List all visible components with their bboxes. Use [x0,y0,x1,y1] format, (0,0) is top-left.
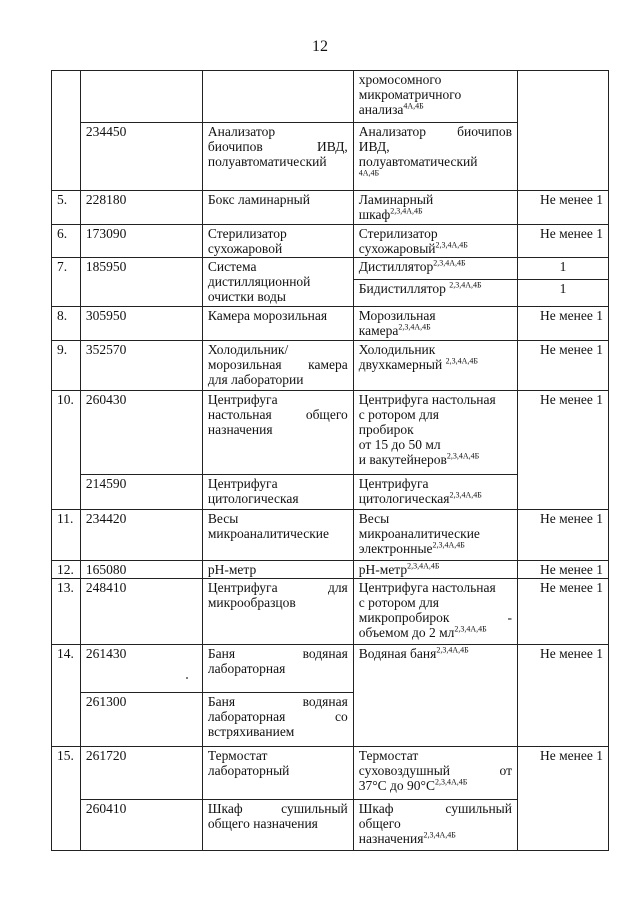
cell-name: Термостат лабораторный [202,747,353,800]
cell-code: 261720 [80,747,202,800]
cell-code: 228180 [80,191,202,225]
cell-name: Холодильник/ морозильная камера для лаборатории [202,341,353,391]
cell-qty: 1 [517,258,608,280]
cell-qty: Не менее 1 [517,579,608,645]
cell-name: Анализатор биочипов ИВД, полуавтоматический [202,123,353,191]
table-row [52,645,609,693]
cell-name: Весы микроаналитические [202,510,353,561]
cell-equipment: Бидистиллятор $^{2,3,4А,4Б}$ [353,280,517,307]
cell-code: 260410 [80,800,202,851]
cell-equipment: Холодильник двухкамерный $^{2,3,4А,4Б}$ [353,341,517,391]
cell-equipment: Ламинарный шкаф$^{2,3,4А,4Б}$ [353,191,517,225]
cell-equipment: Весы микроаналитические электронные$^{2,3,4А,4Б}$ [353,510,517,561]
cell-code: 248410 [80,579,202,645]
cell-name: Шкаф сушильный общего назначения [202,800,353,851]
cell-num: 13. [52,579,81,645]
cell-name [202,71,353,123]
cell-code: 214590 [80,475,202,510]
table-row [52,579,609,645]
table-row [52,341,609,391]
table-row [52,191,609,225]
cell-qty: Не менее 1 [517,747,608,851]
table-row [52,71,609,123]
cell-num: 7. [52,258,81,307]
cell-num: 12. [52,561,81,579]
table-row [52,510,609,561]
cell-code: 234450 [80,123,202,191]
table-row [52,307,609,341]
cell-qty: Не менее 1 [517,307,608,341]
table-row [52,258,609,280]
cell-name: Центрифуга для микрообразцов [202,579,353,645]
cell-qty: Не менее 1 [517,341,608,391]
page-number: 12 [312,38,328,55]
cell-name: Баня водяная лабораторная со встряхиванием [202,693,353,747]
cell-num: 11. [52,510,81,561]
cell-qty: Не менее 1 [517,391,608,510]
cell-num [52,71,81,191]
cell-name: Система дистилляционной очистки воды [202,258,353,307]
cell-num: 10. [52,391,81,510]
cell-qty: 1 [517,280,608,307]
equipment-table [51,70,609,851]
cell-equipment: Анализатор биочипов ИВД, полуавтоматический $^{4А,4Б}$ [353,123,517,191]
cell-qty [517,71,608,191]
cell-name: Камера морозильная [202,307,353,341]
cell-name: Центрифуга цитологическая [202,475,353,510]
cell-num: 5. [52,191,81,225]
cell-code: 261300 [80,693,202,747]
cell-qty: Не менее 1 [517,225,608,258]
cell-code: 352570 [80,341,202,391]
table-row [52,561,609,579]
cell-qty: Не менее 1 [517,191,608,225]
cell-qty: Не менее 1 [517,510,608,561]
cell-equipment: Центрифуга настольная с ротором для пробирок от 15 до 50 мл и вакутейнеров$^{2,3,4А,4Б}$ [353,391,517,475]
cell-code: 260430 [80,391,202,475]
cell-equipment: Центрифуга настольная с ротором для микропробирок - объемом до 2 $мл^{2,3,4А,4Б}$ [353,579,517,645]
cell-code: 234420 [80,510,202,561]
cell-equipment: Морозильная камера$^{2,3,4А,4Б}$ [353,307,517,341]
cell-name: Бокс ламинарный [202,191,353,225]
table-row [52,747,609,800]
cell-equipment: Центрифуга цитологическая$^{2,3,4А,4Б}$ [353,475,517,510]
cell-num: 8. [52,307,81,341]
cell-equipment: Шкаф сушильный общего назначения$^{2,3,4А,4Б}$ [353,800,517,851]
cell-name: Баня водяная лабораторная [202,645,353,693]
cell-code: 305950 [80,307,202,341]
cell-equipment: Термостат суховоздушный от 37°С до $90^\circ С^{2,3,4А,4Б}$ [353,747,517,800]
cell-num: 6. [52,225,81,258]
table-row [52,225,609,258]
cell-num: 14. [52,645,81,747]
cell-code: 185950 [80,258,202,307]
cell-name: Центрифуга настольная общего назначения [202,391,353,475]
cell-num: 9. [52,341,81,391]
cell-equipment: Стерилизатор сухожаровый$^{2,3,4А,4Б}$ [353,225,517,258]
cell-equipment: pH-метр$^{2,3,4А,4Б}$ [353,561,517,579]
cell-code: 261430 [80,645,202,693]
cell-code: 173090 [80,225,202,258]
cell-code [80,71,202,123]
cell-qty: Не менее 1 [517,561,608,579]
table-row [52,391,609,475]
cell-name: Стерилизатор сухожаровой [202,225,353,258]
scan-speck [186,677,188,679]
cell-equipment: хромосомного микроматричного анализа$^{4А,4Б}$ [353,71,517,123]
cell-equipment: Водяная баня$^{2,3,4А,4Б}$ [353,645,517,747]
cell-qty: Не менее 1 [517,645,608,747]
cell-num: 15. [52,747,81,851]
cell-name: pH-метр [202,561,353,579]
cell-equipment: Дистиллятор$^{2,3,4А,4Б}$ [353,258,517,280]
cell-code: 165080 [80,561,202,579]
